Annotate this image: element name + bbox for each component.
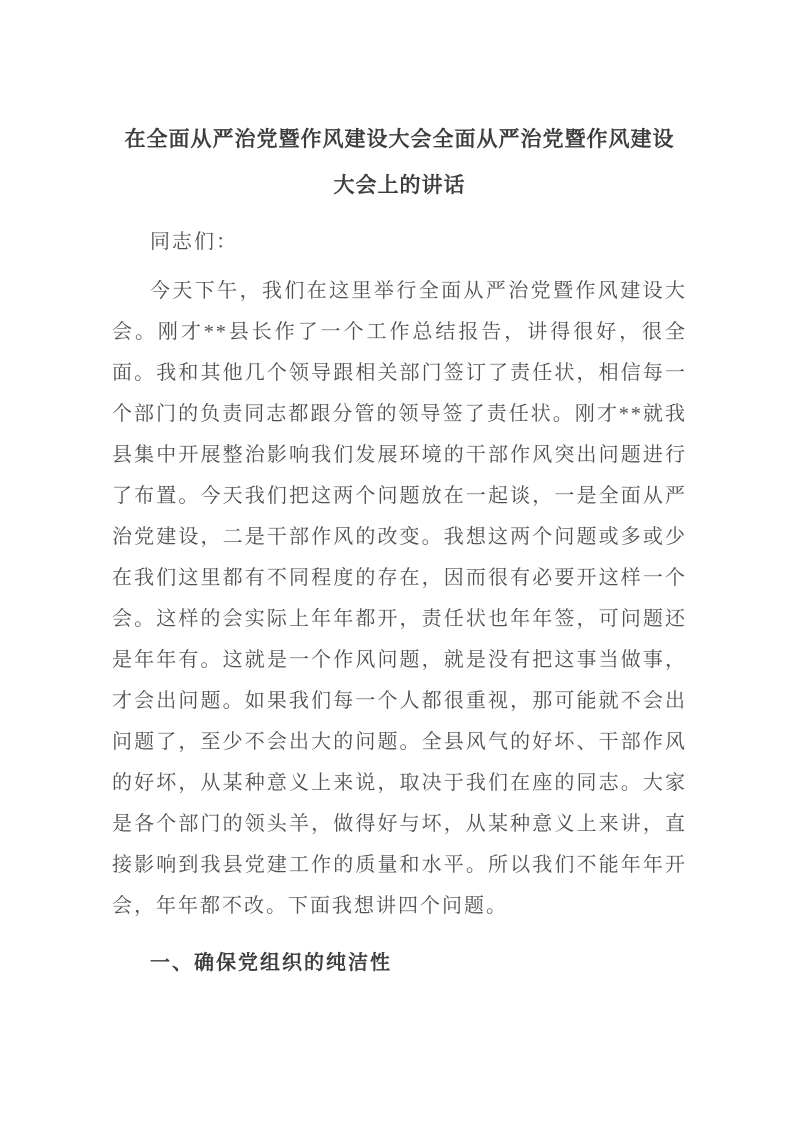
document-title: 在全面从严治党暨作风建设大会全面从严治党暨作风建设大会上的讲话 (124, 127, 675, 197)
body-paragraph: 今天下午，我们在这里举行全面从严治党暨作风建设大会。刚才**县长作了一个工作总结报告，讲得很好，很全面。我和其他几个领导跟相关部门签订了责任状，相信每一个部门的负责同志都跟分管的领导签了责任状。刚才**就我县集中开展整治影响我们发展环境的干部作风突出问题进行了布置。今天我们把这两个问题放在一起谈，一是全面从严治党建设，二是干部作风的改变。我想这两个问题或多或少在我们这里都有不同程度的存在，因而很有必要开这样一个会。这样的会实际上年年都开，责任状也年年签，可问题还是年年有。这就是一个作风问题，就是没有把这事当做事，才会出问题。如果我们每一个人都很重视，那可能就不会出问题了，至少不会出大的问题。全县风气的好坏、干部作风的好坏，从某种意义上来说，取决于我们在座的同志。大家是各个部门的领头羊，做得好与坏，从某种意义上来讲，直接影响到我县党建工作的质量和水平。所以我们不能年年开会，年年都不改。下面我想讲四个问题。 (112, 280, 687, 917)
salutation: 同志们： (150, 231, 238, 253)
section-heading: 一、确保党组织的纯洁性 (150, 952, 392, 974)
